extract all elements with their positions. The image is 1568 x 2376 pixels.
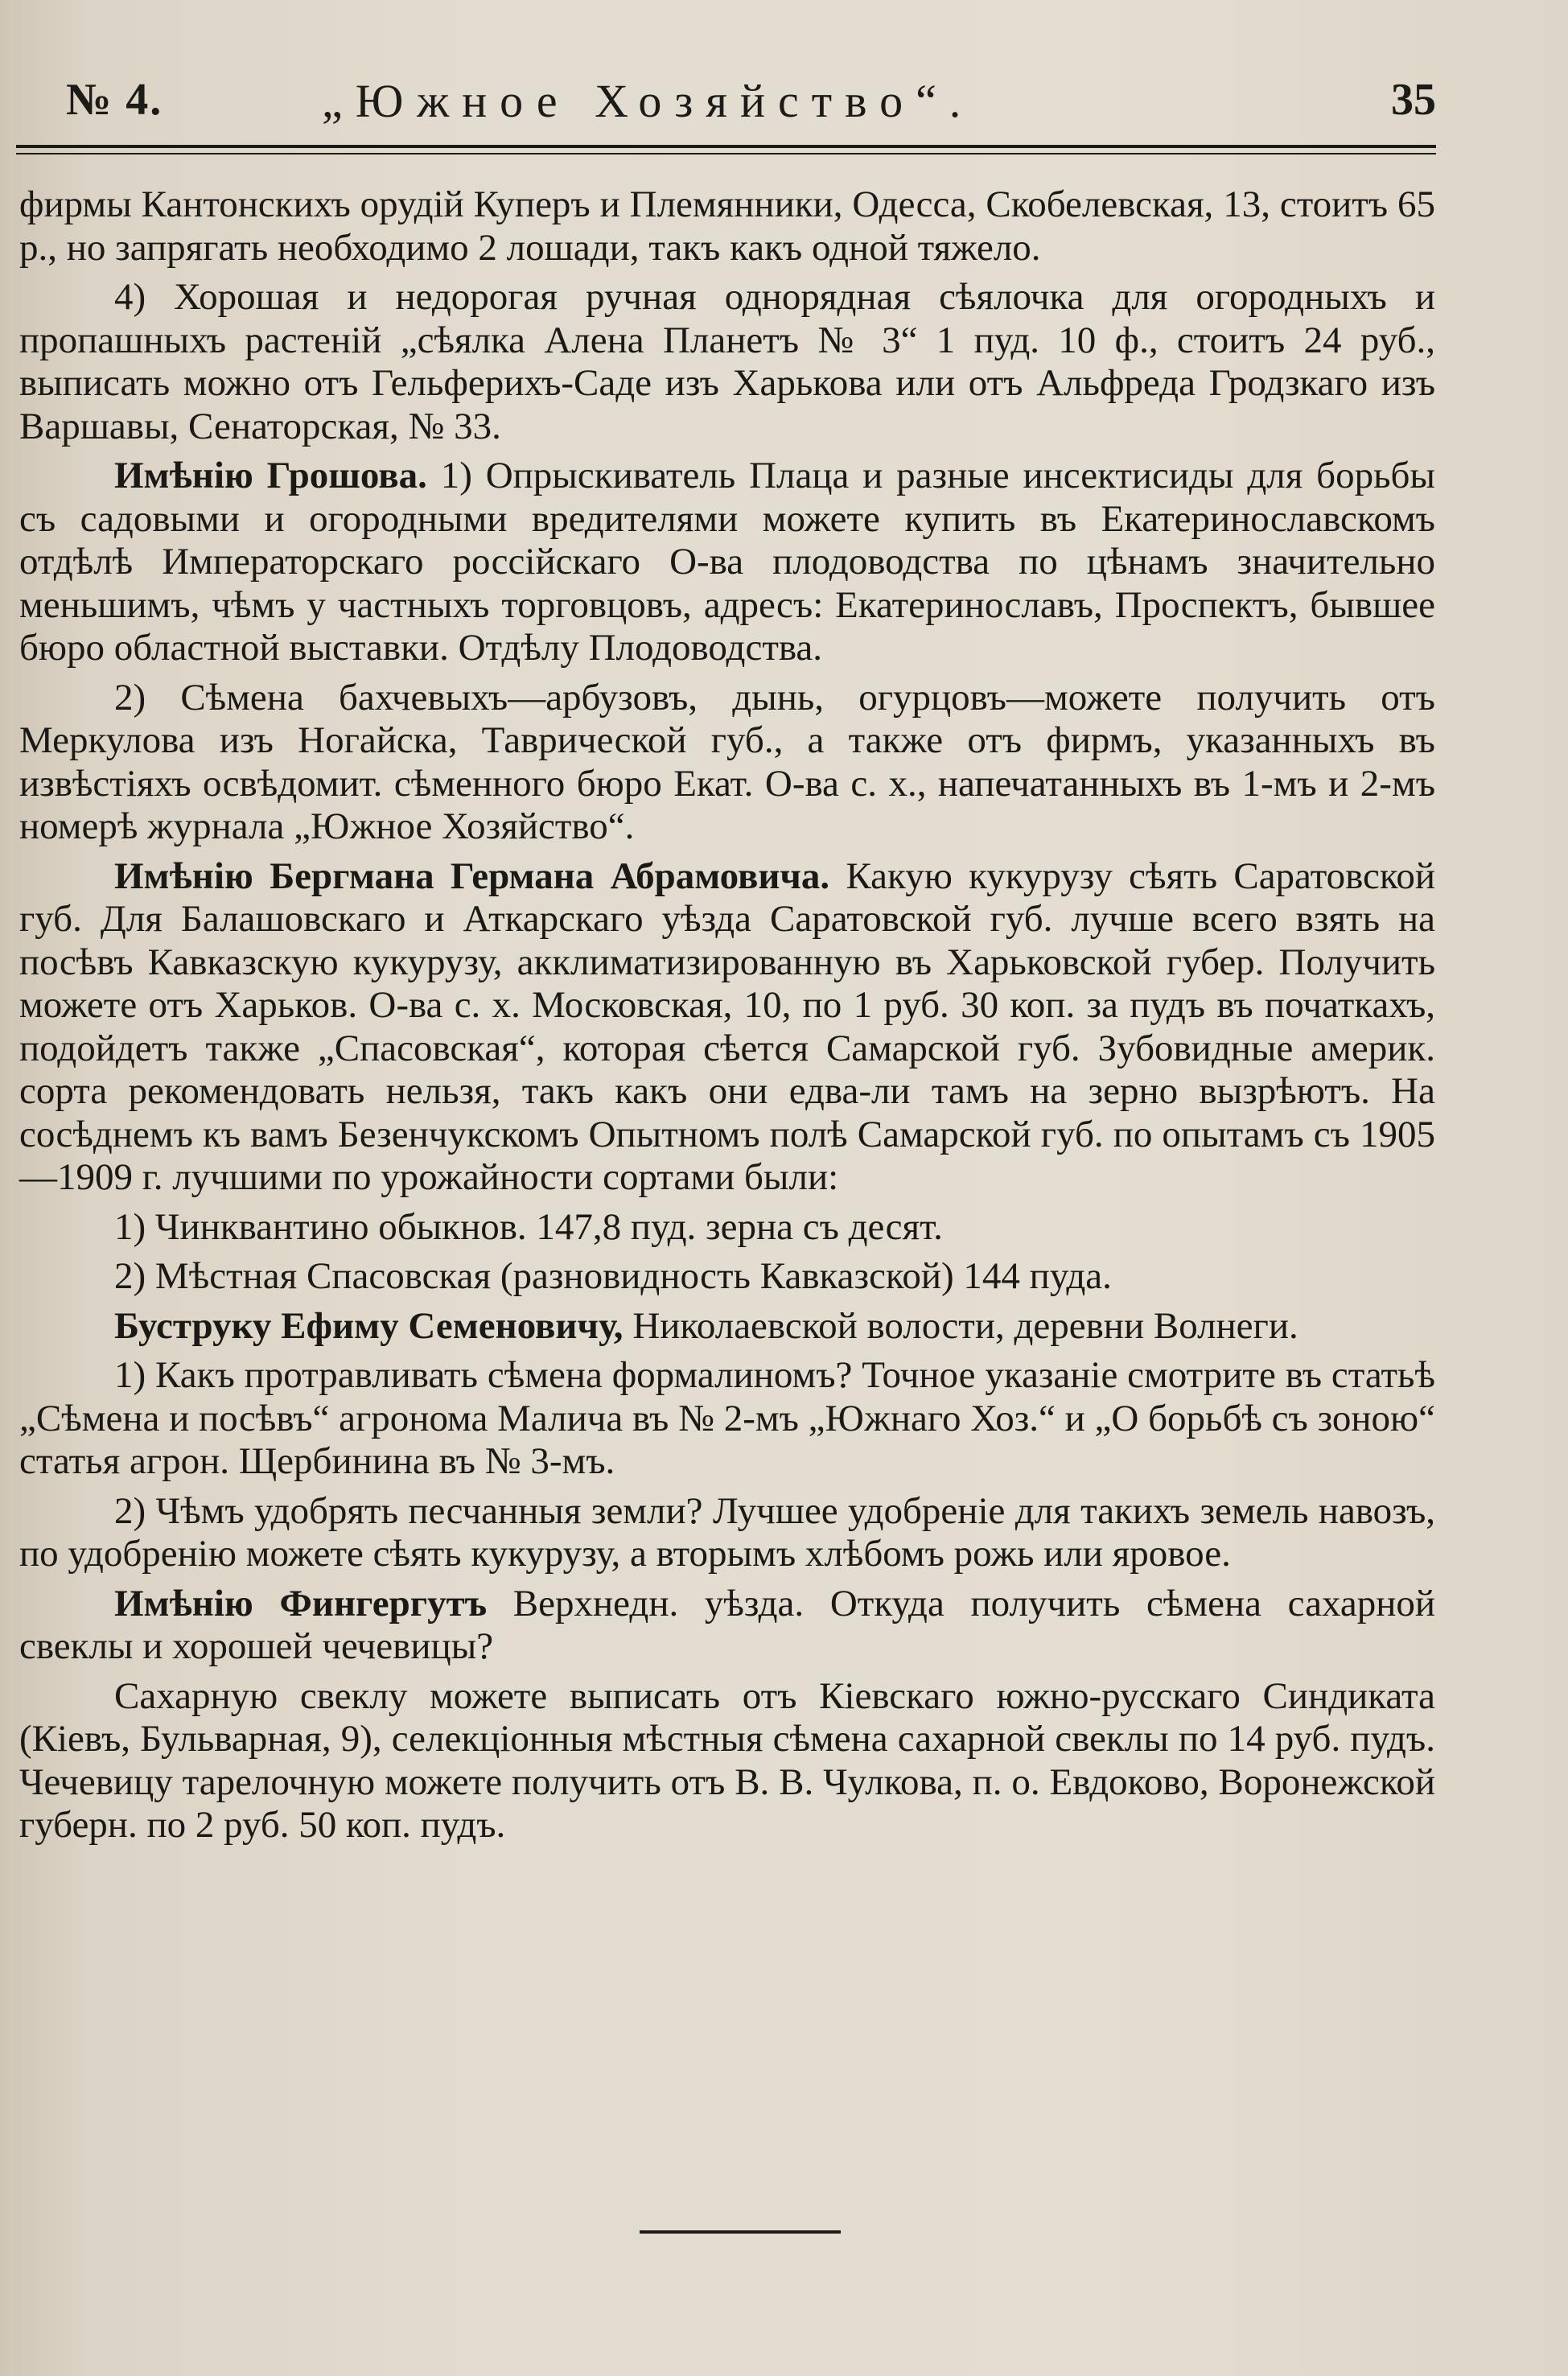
header-rule-thin: [16, 153, 1436, 154]
paragraph-text: 2) Чѣмъ удобрять песчанныя земли? Лучшее удобреніе для такихъ земель навозъ, по удобренію можете сѣять кукурузу, а вторымъ хлѣбомъ рожь или яровое.: [19, 1489, 1435, 1575]
article-body: [19, 183, 1435, 1854]
answer-entry: [19, 855, 1435, 1200]
answer-entry: [19, 455, 1435, 670]
paragraph-text: 2) Мѣстная Спасовская (разновидность Кавказской) 144 пуда.: [114, 1255, 1112, 1297]
addressee-name: Имѣнію Фингергутъ: [114, 1582, 488, 1624]
paragraph-text: Верхнедн. уѣзда. Откуда получить сѣмена сахарной свеклы и хорошей чечевицы?: [19, 1582, 1435, 1667]
page-number: 35: [1391, 75, 1436, 125]
paragraph-text: Какую кукурузу сѣять Саратовской губ. Для Балашовскаго и Аткарскаго уѣзда Саратовской губ. лучше всего взять на посѣвъ Кавказскую кукурузу, акклиматизированную въ Харьковской губер. Получить можете отъ Харьков. О-ва с. х. Московская, 10, по 1 руб. 30 коп. за пудъ въ початкахъ, подойдетъ также „Спасовская“, которая сѣется Самарской губ. Зубовидные америк. сорта рекомендовать нельзя, такъ какъ они едва-ли тамъ на зерно вызрѣютъ. На сосѣднемъ къ вамъ Безенчукскомъ Опытномъ полѣ Самарской губ. по опытамъ съ 1905—1909 г. лучшими по урожайности сортами были:: [19, 854, 1435, 1198]
end-rule: [640, 2230, 841, 2234]
issue-number: № 4.: [66, 75, 163, 125]
addressee-name: Буструку Ефиму Семеновичу,: [114, 1304, 623, 1347]
addressee-name: Имѣнію Бергмана Германа Абрамовича.: [114, 854, 830, 897]
paragraph: [19, 1675, 1435, 1847]
paragraph: [19, 183, 1435, 270]
paragraph: [19, 677, 1435, 849]
paragraph: [19, 1490, 1435, 1576]
paragraph-text: фирмы Кантонскихъ орудій Куперъ и Племянники, Одесса, Скобелевская, 13, стоитъ 65 р., но запрягать необходимо 2 лошади, такъ какъ одной тяжело.: [19, 183, 1435, 269]
paragraph: [19, 276, 1435, 448]
answer-entry: [19, 1583, 1435, 1669]
addressee-name: Имѣнію Грошова.: [114, 455, 427, 496]
paragraph-text: 4) Хорошая и недорогая ручная однорядная сѣялочка для огородныхъ и пропашныхъ растеній „сѣялка Алена Планетъ № 3“ 1 пуд. 10 ф., стоитъ 24 руб., выписать можно отъ Гельферихъ-Саде изъ Харькова или отъ Альфреда Гродзкаго изъ Варшавы, Сенаторская, № 33.: [19, 276, 1435, 447]
header-rule-thick: [16, 145, 1436, 148]
paragraph-text: 1) Опрыскиватель Плаца и разные инсектисиды для борьбы съ садовыми и огородными вредителями можете купить въ Екатеринославскомъ отдѣлѣ Императорскаго россійскаго О-ва плодоводства по цѣнамъ значительно меньшимъ, чѣмъ у частныхъ торговцовъ, адресъ: Екатеринославъ, Проспектъ, бывшее бюро областной выставки. Отдѣлу Плодоводства.: [19, 455, 1435, 669]
paragraph-text: 1) Чинквантино обыкнов. 147,8 пуд. зерна съ десят.: [114, 1205, 943, 1248]
paragraph: [19, 1354, 1435, 1484]
answer-entry: [19, 1305, 1435, 1349]
list-item: [19, 1255, 1435, 1299]
paragraph-text: 1) Какъ протравливать сѣмена формалиномъ? Точное указаніе смотрите въ статьѣ „Сѣмена и посѣвъ“ агронома Малича въ № 2-мъ „Южнаго Хоз.“ и „О борьбѣ съ зоною“ статья агрон. Щербинина въ № 3-мъ.: [19, 1354, 1435, 1482]
paragraph-text: 2) Сѣмена бахчевыхъ—арбузовъ, дынь, огурцовъ—можете получить отъ Меркулова изъ Ногайска, Таврической губ., а также отъ фирмъ, указанныхъ въ извѣстіяхъ освѣдомит. сѣменного бюро Екат. О-ва с. х., напечатанныхъ въ 1-мъ и 2-мъ номерѣ журнала „Южное Хозяйство“.: [19, 676, 1435, 847]
paragraph-text: Николаевской волости, деревни Волнеги.: [623, 1304, 1298, 1347]
journal-title: „Южное Хозяйство“.: [322, 75, 974, 127]
page-header: [32, 74, 1436, 138]
list-item: [19, 1206, 1435, 1250]
paragraph-text: Сахарную свеклу можете выписать отъ Кіевскаго южно-русскаго Синдиката (Кіевъ, Бульварная, 9), селекціонныя мѣстныя сѣмена сахарной свеклы по 14 руб. пудъ. Чечевицу тарелочную можете получить отъ В. В. Чулкова, п. о. Евдоково, Воронежской губерн. по 2 руб. 50 коп. пудъ.: [19, 1674, 1435, 1846]
